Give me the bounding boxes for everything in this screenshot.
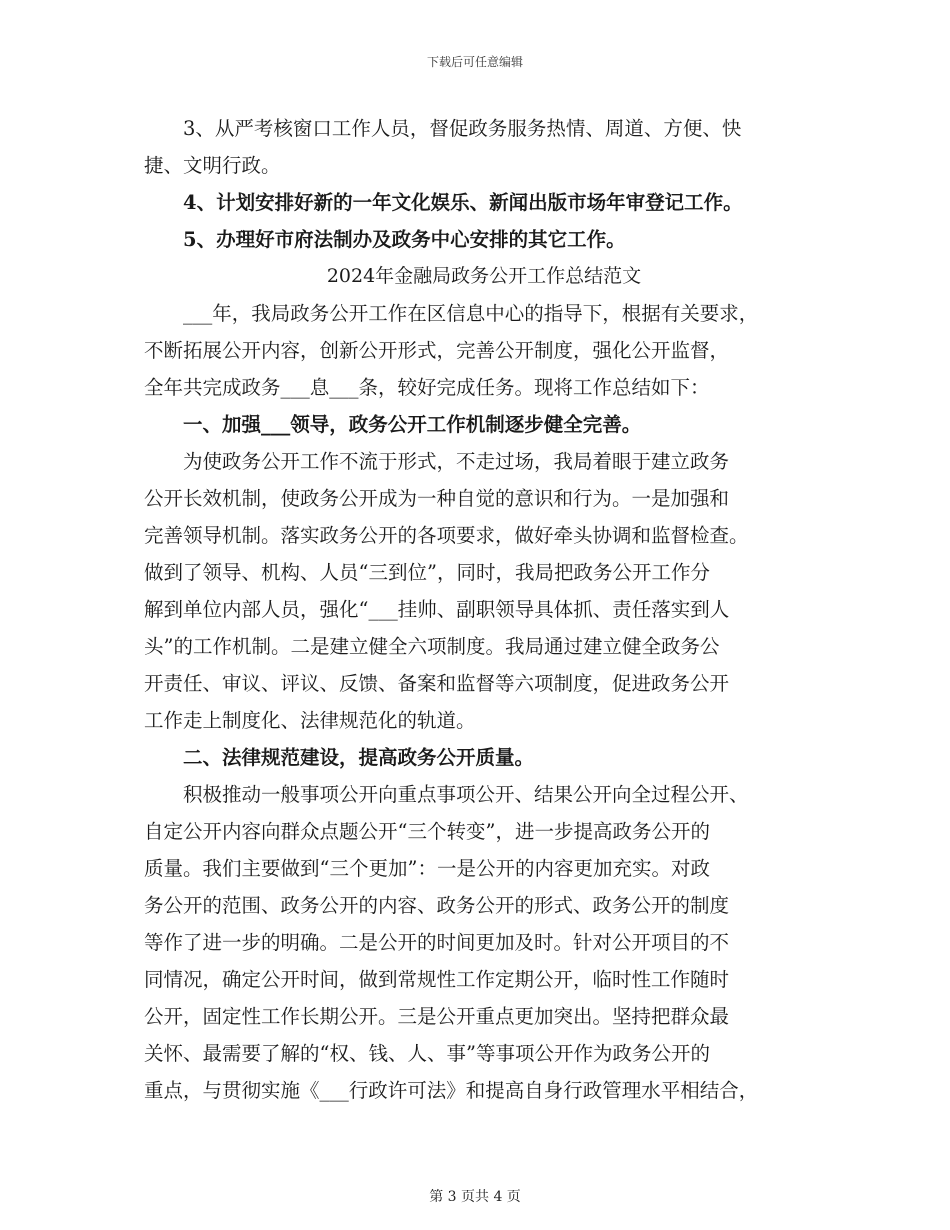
text-line: 公开，固定性工作长期公开。三是公开重点更加突出。坚持把群众最: [144, 1005, 730, 1028]
text-line: 务公开的范围、政务公开的内容、政务公开的形式、政务公开的制度: [144, 894, 730, 917]
heading-line: 二、法律规范建设，提高政务公开质量。: [144, 746, 535, 769]
section-title: 2024年金融局政务公开工作总结范文: [326, 265, 642, 287]
text-line: 捷、文明行政。: [144, 154, 281, 177]
text-line: 工作走上制度化、法律规范化的轨道。: [144, 709, 476, 732]
text-line: 质量。我们主要做到“三个更加”：一是公开的内容更加充实。对政: [144, 857, 710, 880]
text-line: 积极推动一般事项公开向重点事项公开、结果公开向全过程公开、: [144, 783, 749, 806]
text-line: 关怀、最需要了解的“权、钱、人、事”等事项公开作为政务公开的: [144, 1042, 710, 1065]
text-line: 做到了领导、机构、人员“三到位”，同时，我局把政务公开工作分: [144, 561, 710, 584]
text-line: 重点，与贯彻实施《___行政许可法》和提高自身行政管理水平相结合，: [144, 1079, 759, 1102]
text-line: 公开长效机制，使政务公开成为一种自觉的意识和行为。一是加强和: [144, 487, 730, 510]
page-footer: 第 3 页共 4 页: [429, 1189, 521, 1205]
text-line: 解到单位内部人员，强化“___挂帅、副职领导具体抓、责任落实到人: [144, 598, 730, 621]
document-body: [144, 110, 824, 1109]
text-line: 3、从严考核窗口工作人员，督促政务服务热情、周道、方便、快: [144, 117, 742, 140]
text-line: 同情况，确定公开时间，做到常规性工作定期公开，临时性工作随时: [144, 968, 730, 991]
text-line: 全年共完成政务___息___条，较好完成任务。现将工作总结如下：: [144, 376, 710, 399]
heading-line: 4、计划安排好新的一年文化娱乐、新闻出版市场年审登记工作。: [144, 191, 743, 214]
heading-line: 5、办理好市府法制办及政务中心安排的其它工作。: [144, 228, 626, 251]
page-header: 下载后可任意编辑: [426, 55, 523, 69]
text-line: 不断拓展公开内容，创新公开形式，完善公开制度，强化公开监督，: [144, 339, 730, 362]
text-line: 完善领导机制。落实政务公开的各项要求，做好牵头协调和监督检查。: [144, 524, 749, 547]
text-line: 等作了进一步的明确。二是公开的时间更加及时。针对公开项目的不: [144, 931, 730, 954]
text-line: 为使政务公开工作不流于形式，不走过场，我局着眼于建立政务: [144, 450, 730, 473]
text-line: 开责任、审议、评议、反馈、备案和监督等六项制度，促进政务公开: [144, 672, 730, 695]
heading-line: 一、加强___领导，政务公开工作机制逐步健全完善。: [144, 413, 642, 436]
text-line: 自定公开内容向群众点题公开“三个转变”，进一步提高政务公开的: [144, 820, 710, 843]
text-line: 头”的工作机制。二是建立健全六项制度。我局通过建立健全政务公: [144, 635, 720, 658]
text-line: ___年，我局政务公开工作在区信息中心的指导下，根据有关要求，: [144, 302, 759, 325]
